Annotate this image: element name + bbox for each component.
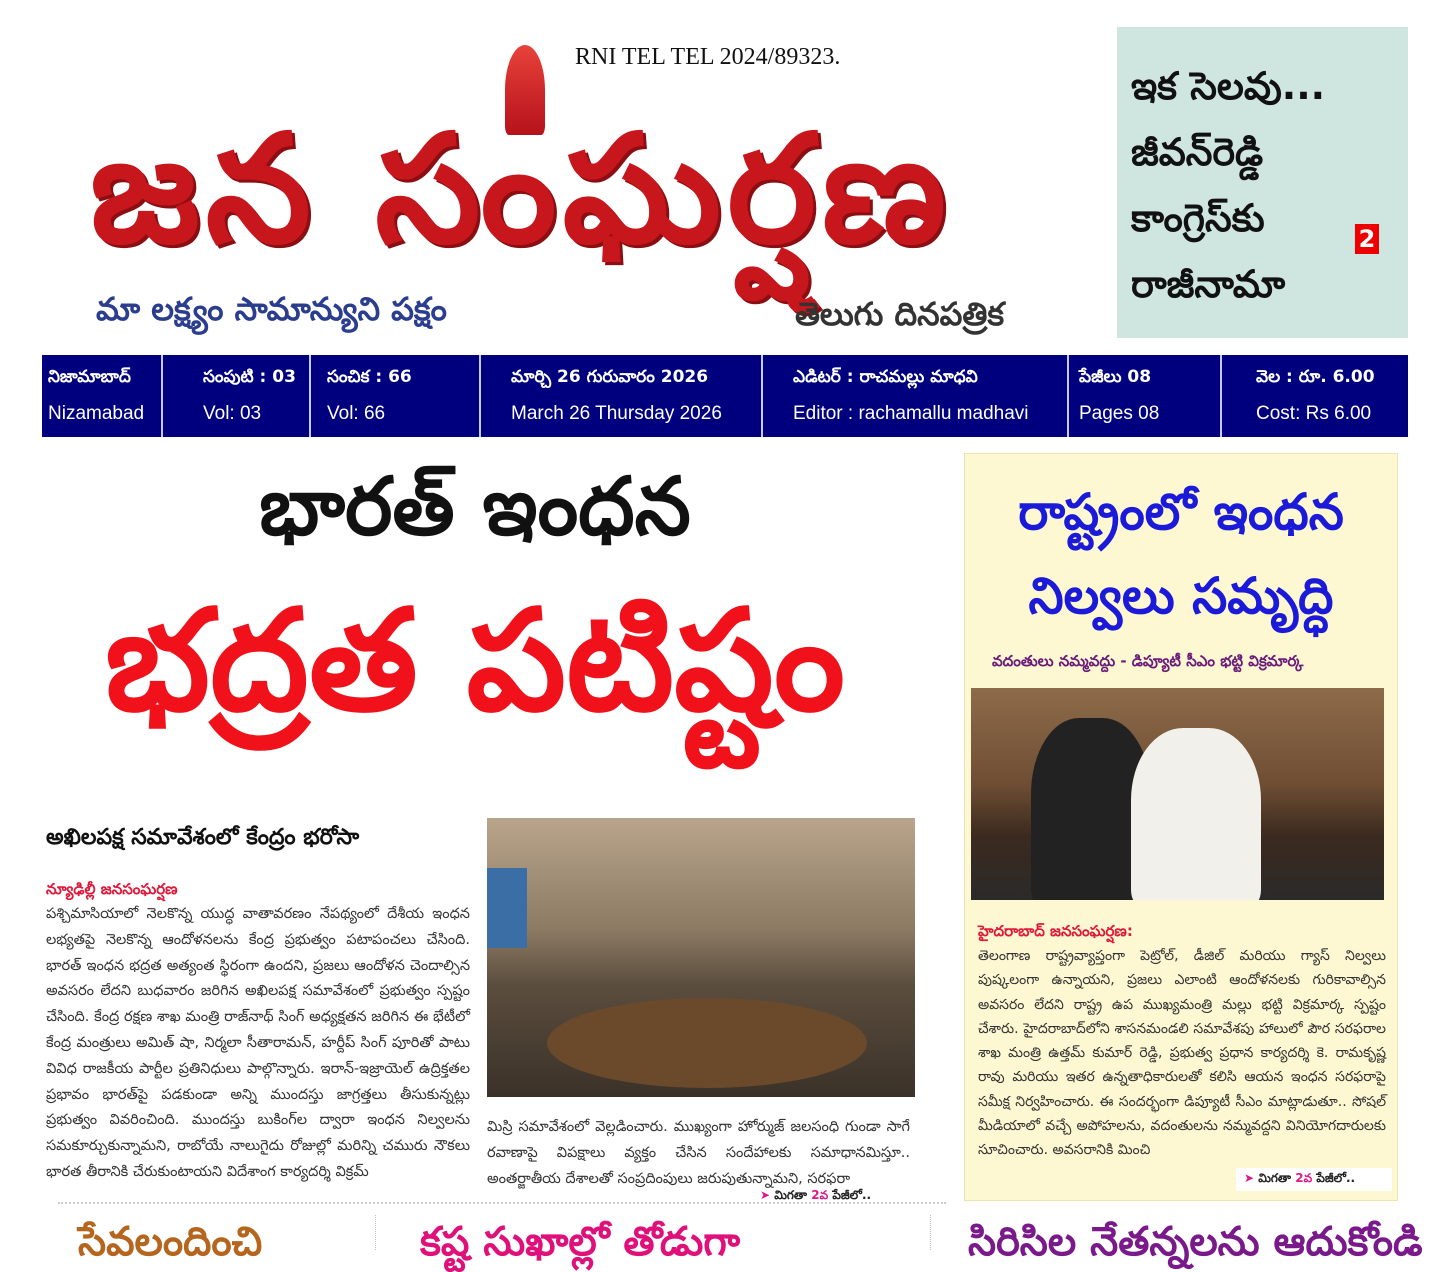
info-en: Cost: Rs 6.00 (1256, 403, 1372, 424)
continued-prefix: మిగతా (774, 1188, 808, 1202)
rni-number: RNI TEL TEL 2024/89323. (575, 44, 841, 70)
teaser-line: జీవన్‌రెడ్డి (1131, 130, 1264, 174)
page-badge: 2 (1355, 224, 1379, 254)
lead-body-1: పశ్చిమాసియాలో నెలకొన్న యుద్ధ వాతావరణం నేపథ్యంలో దేశీయ ఇంధన లభ్యతపై నెలకొన్న ఆందోళనలను కేంద్ర ప్రభుత్వం పటాపంచలు చేసింది. భారత్ ఇంధన భద్రత అత్యంత స్థిరంగా ఉందని, ప్రజలు ఆందోళన చెందాల్సిన అవసరం లేదని బుధవారం జరిగిన అఖిలపక్ష సమావేశంలో ప్రభుత్వం స్పష్టం చేసింది. కేంద్ర రక్షణ శాఖ మంత్రి రాజ్‌నాథ్ సింగ్ అధ్యక్షతన జరిగిన ఈ భేటీలో కేంద్ర మంత్రులు అమిత్ షా, నిర్మలా సీతారామన్, హర్దీప్ సింగ్ పూరితో పాటు వివిధ రాజకీయ పార్టీల ప్రతినిధులు పాల్గొన్నారు. ఇరాన్-ఇజ్రాయెల్ ఉద్రిక్తతల ప్రభావం భారత్‌పై పడకుండా అన్ని ముందస్తు జాగ్రత్తలు తీసుకున్నట్లు ప్రభుత్వం వివరించింది. ముందస్తు బుకింగ్‌ల ద్వారా ఇంధన నిల్వలను సమకూర్చుకున్నామని, రాబోయే నాలుగైదు రోజుల్లో మరిన్ని చమురు నౌకలు భారత తీరానికి చేరుకుంటాయని విదేశాంగ కార్యదర్శి విక్రమ్ (46, 906, 470, 1180)
info-en: Pages 08 (1079, 403, 1160, 424)
teaser-line: రాజీనామా (1131, 262, 1286, 306)
continued-suffix: పేజీలో.. (1316, 1171, 1356, 1185)
info-editor (763, 355, 1069, 437)
review-meeting-photo[interactable] (971, 688, 1384, 900)
info-bar (42, 355, 1408, 437)
info-cost (1222, 355, 1408, 437)
side-teaser[interactable] (1117, 27, 1408, 338)
continued-page: 2వ (811, 1188, 829, 1202)
lead-headline-top: భారత్ ఇంధన (259, 460, 691, 553)
lead-column-1 (46, 880, 470, 1186)
right-subheading: వదంతులు నమ్మవద్దు - డిప్యూటీ సీఎం భట్టి విక్రమార్క (992, 652, 1304, 670)
info-en: March 26 Thursday 2026 (511, 403, 722, 424)
right-headline (964, 470, 1398, 638)
bottom-headline: సేవలందించి (78, 1219, 263, 1265)
right-headline-line: రాష్ట్రంలో ఇంధన (1018, 483, 1344, 541)
info-volume (163, 355, 311, 437)
lead-dateline: న్యూఢిల్లీ జనసంఘర్షణ (46, 880, 178, 898)
info-en: Vol: 03 (203, 403, 262, 424)
info-te: సంచిక : 66 (327, 367, 412, 387)
lead-body-2: మిస్రి సమావేశంలో వెల్లడించారు. ముఖ్యంగా హోర్ముజ్ జలసంధి గుండా సాగే రవాణాపై విపక్షాలు వ్యక్తం చేసిన సందేహాలకు సమాధానమిస్తూ.. అంతర్జాతీయ దేశాలతో సంప్రదింపులు జరుపుతున్నామని, సరఫరా (487, 1119, 910, 1187)
info-date (481, 355, 763, 437)
info-te: వెల : రూ. 6.00 (1256, 367, 1375, 387)
newspaper-logo: జన సంఘర్షణ (90, 103, 953, 277)
info-en: Nizamabad (48, 403, 145, 424)
lead-subheading: అఖిలపక్ష సమావేశంలో కేంద్రం భరోసా (46, 825, 360, 850)
info-pages (1069, 355, 1222, 437)
info-en: Editor : rachamallu madhavi (793, 403, 1029, 424)
bottom-headline: సిరిసిల నేతన్నలను ఆదుకోండి (968, 1219, 1423, 1265)
continued-link[interactable] (1236, 1168, 1392, 1191)
all-party-meeting-photo[interactable] (487, 818, 915, 1097)
info-issue (311, 355, 481, 437)
right-headline-line: నిల్వలు సమృద్ధి (1028, 567, 1334, 625)
arrow-icon: ➤ (760, 1188, 775, 1202)
divider (930, 1215, 931, 1250)
info-te: నిజామాబాద్ (48, 367, 131, 387)
info-en: Vol: 66 (327, 403, 386, 424)
tagline: మా లక్ష్యం సామాన్యుని పక్షం (96, 290, 447, 328)
bottom-headline: కష్ట సుఖాల్లో తోడుగా (420, 1219, 741, 1265)
continued-suffix: పేజీలో.. (832, 1188, 872, 1202)
continued-page: 2వ (1295, 1171, 1313, 1185)
arrow-icon: ➤ (1244, 1171, 1259, 1185)
teaser-line: కాంగ్రెస్‌కు (1131, 196, 1265, 240)
info-te: ఎడిటర్ : రాచమల్లు మాధవి (793, 367, 978, 387)
info-te: పేజీలు 08 (1079, 367, 1152, 387)
info-place (42, 355, 163, 437)
lead-headline-main: భద్రత పటిష్టం (105, 580, 845, 743)
continued-prefix: మిగతా (1258, 1171, 1292, 1185)
divider (375, 1215, 376, 1250)
right-body: తెలంగాణ రాష్ట్రవ్యాప్తంగా పెట్రోల్, డీజిల్ మరియు గ్యాస్ నిల్వలు పుష్కలంగా ఉన్నాయని, ప్రజలు ఎలాంటి ఆందోళనలకు గురికావాల్సిన అవసరం లేదని రాష్ట్ర ఉప ముఖ్యమంత్రి మల్లు భట్టి విక్రమార్క స్పష్టం చేశారు. హైదరాబాద్‌లోని శాసనమండలి సమావేశపు హాలులో పౌర సరఫరాల శాఖ మంత్రి ఉత్తమ్ కుమార్ రెడ్డి, ప్రభుత్వ ప్రధాన కార్యదర్శి కె. రామకృష్ణ రావు మరియు ఇతర ఉన్నతాధికారులతో కలిసి ఆయన ఇంధన సరఫరాపై సమీక్ష నిర్వహించారు. ఈ సందర్భంగా డిప్యూటీ సీఎం మాట్లాడుతూ.. సోషల్ మీడియాలో వచ్చే అపోహలను, వదంతులను నమ్మవద్దని వినియోగదారులకు సూచించారు. అవసరానికి మించి (978, 948, 1386, 1159)
teaser-line: ఇక సెలవు... (1131, 64, 1326, 108)
info-te: మార్చి 26 గురువారం 2026 (511, 367, 709, 387)
paper-type: తెలుగు దినపత్రిక (795, 295, 1005, 333)
divider (58, 1202, 946, 1204)
right-dateline: హైదరాబాద్ జనసంఘర్షణ: (978, 922, 1133, 940)
info-te: సంపుటి : 03 (203, 367, 296, 387)
